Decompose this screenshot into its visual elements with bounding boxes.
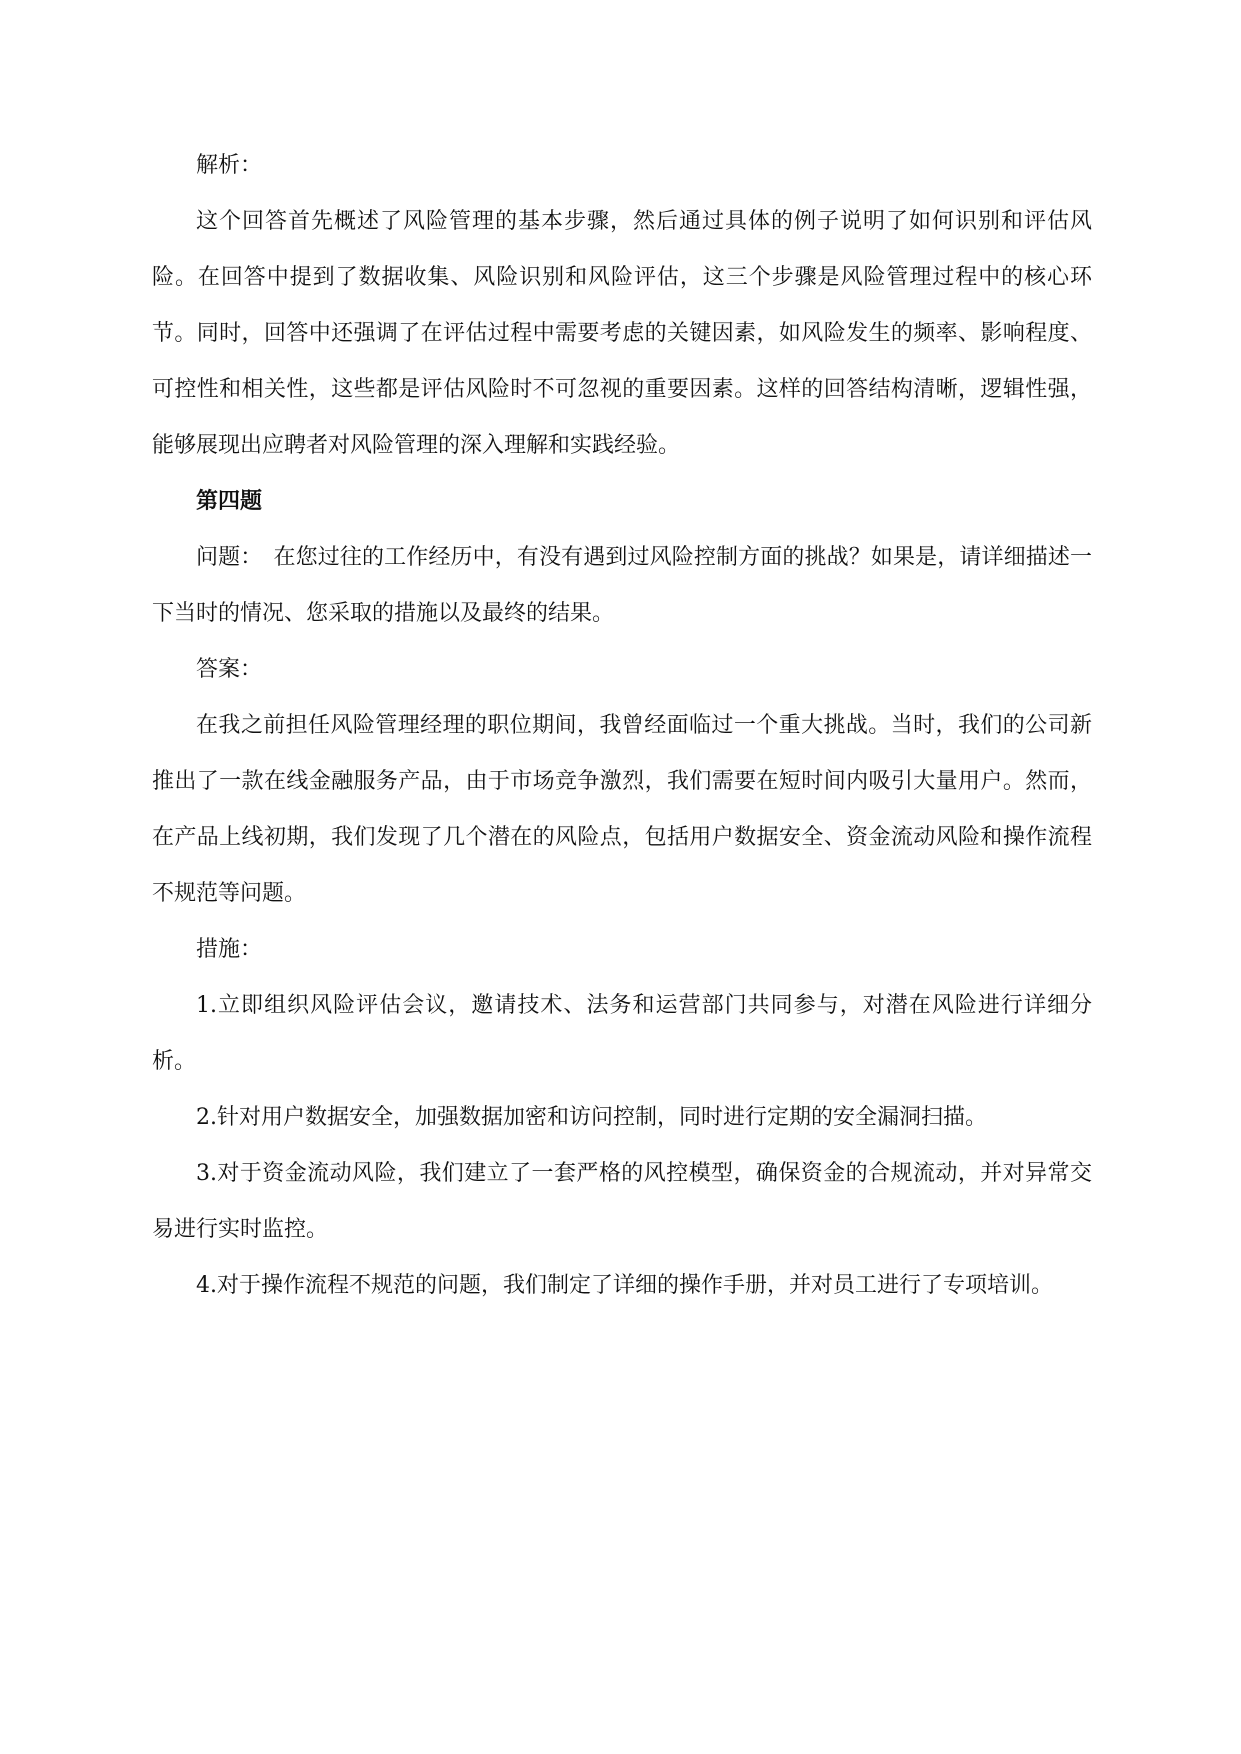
measure-item: 4.对于操作流程不规范的问题，我们制定了详细的操作手册，并对员工进行了专项培训。 <box>196 1273 1053 1298</box>
answer-paragraph: 在我之前担任风险管理经理的职位期间，我曾经面临过一个重大挑战。当时，我们的公司新推出了一款在线金融服务产品，由于市场竞争激烈，我们需要在短时间内吸引大量用户。然而，在产品上线初期，我们发现了几个潜在的风险点，包括用户数据安全、资金流动风险和操作流程不规范等问题。 <box>152 713 1092 906</box>
document-body <box>152 138 1092 1314</box>
measure-item: 3.对于资金流动风险，我们建立了一套严格的风控模型，确保资金的合规流动，并对异常交易进行实时监控。 <box>152 1161 1092 1242</box>
measure-item: 1.立即组织风险评估会议，邀请技术、法务和运营部门共同参与，对潜在风险进行详细分析。 <box>152 993 1092 1074</box>
question-paragraph: 问题： 在您过往的工作经历中，有没有遇到过风险控制方面的挑战？如果是，请详细描述一下当时的情况、您采取的措施以及最终的结果。 <box>152 545 1092 626</box>
analysis-paragraph: 这个回答首先概述了风险管理的基本步骤，然后通过具体的例子说明了如何识别和评估风险。在回答中提到了数据收集、风险识别和风险评估，这三个步骤是风险管理过程中的核心环节。同时，回答中还强调了在评估过程中需要考虑的关键因素，如风险发生的频率、影响程度、可控性和相关性，这些都是评估风险时不可忽视的重要因素。这样的回答结构清晰，逻辑性强，能够展现出应聘者对风险管理的深入理解和实践经验。 <box>152 209 1092 458</box>
section-heading: 第四题 <box>196 489 263 514</box>
measure-item: 2.针对用户数据安全，加强数据加密和访问控制，同时进行定期的安全漏洞扫描。 <box>196 1105 987 1130</box>
answer-label: 答案： <box>196 657 263 682</box>
analysis-label: 解析： <box>196 153 263 178</box>
measures-label: 措施： <box>196 937 263 962</box>
